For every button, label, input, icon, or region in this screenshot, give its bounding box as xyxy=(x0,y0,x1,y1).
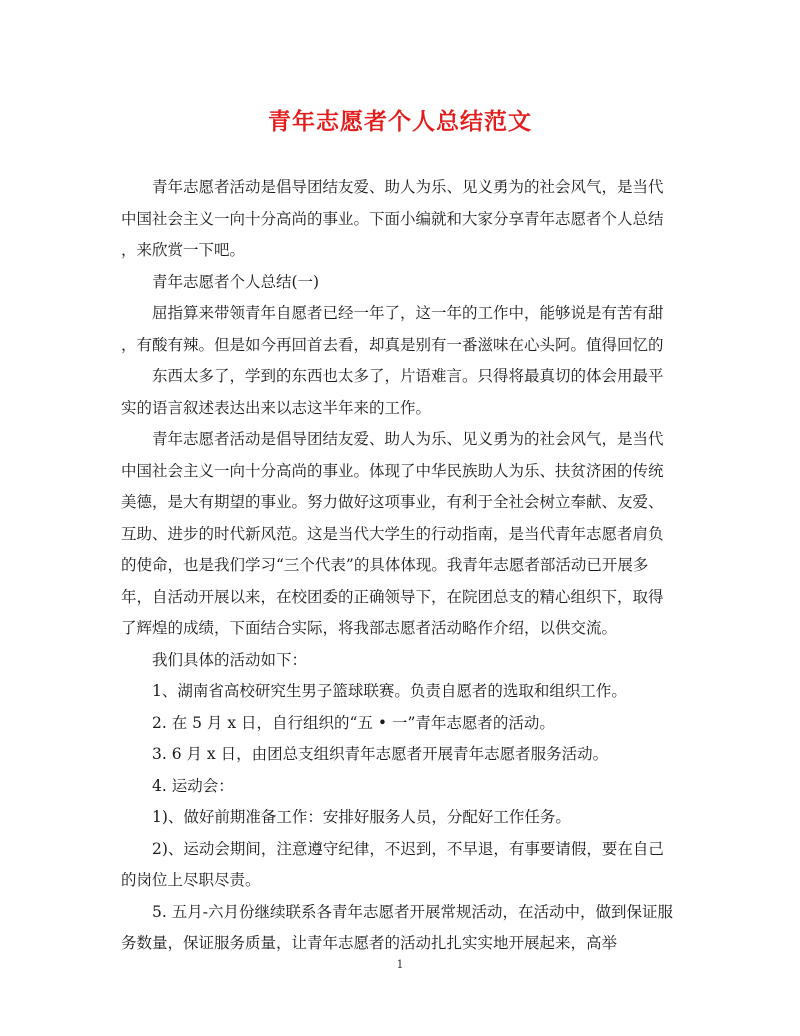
page-number: 1 xyxy=(396,958,404,971)
paragraph-line: 1)、做好前期准备工作：安排好服务人员，分配好工作任务。 xyxy=(152,808,571,826)
paragraph-line: 青年志愿者个人总结(一) xyxy=(152,272,320,291)
paragraph-line: 4. 运动会： xyxy=(152,776,234,795)
paragraph-line: 中国社会主义一向十分高尚的事业。体现了中华民族助人为乐、扶贫济困的传统 xyxy=(121,461,664,480)
paragraph-line: 了辉煌的成绩，下面结合实际，将我部志愿者活动略作介绍，以供交流。 xyxy=(121,619,618,637)
paragraph-line: 中国社会主义一向十分高尚的事业。下面小编就和大家分享青年志愿者个人总结 xyxy=(121,209,664,228)
paragraph-line: 屈指算来带领青年自愿者已经一年了，这一年的工作中，能够说是有苦有甜 xyxy=(152,304,664,322)
paragraph-line: ，有酸有辣。但是如今再回首去看，却真是别有一番滋味在心头阿。值得回忆的 xyxy=(121,335,664,354)
document-title: 青年志愿者个人总结范文 xyxy=(268,108,532,135)
paragraph-line: ，来欣赏一下吧。 xyxy=(121,241,246,259)
paragraph-line: 青年志愿者活动是倡导团结友爱、助人为乐、见义勇为的社会风气，是当代 xyxy=(152,430,664,448)
paragraph-line: 的岗位上尽职尽责。 xyxy=(121,871,261,889)
paragraph-line: 我们具体的活动如下： xyxy=(152,650,308,669)
paragraph-line: 美德，是大有期望的事业。努力做好这项事业，有利于全社会树立奉献、友爱、 xyxy=(121,493,664,511)
paragraph-line: 5. 五月-六月份继续联系各青年志愿者开展常规活动，在活动中，做到保证服 xyxy=(152,902,673,921)
paragraph-line: 互助、进步的时代新风范。这是当代大学生的行动指南，是当代青年志愿者肩负 xyxy=(121,524,664,543)
paragraph-line: 东西太多了，学到的东西也太多了，片语难言。只得将最真切的体会用最平 xyxy=(152,367,664,385)
paragraph-line: 2. 在 5 月 x 日，自行组织的“五 • 一”青年志愿者的活动。 xyxy=(152,713,555,732)
paragraph-line: 务数量，保证服务质量，让青年志愿者的活动扎扎实实地开展起来，高举 xyxy=(121,934,618,952)
paragraph-line: 2)、运动会期间，注意遵守纪律，不迟到，不早退，有事要请假，要在自己 xyxy=(152,839,664,858)
document-body xyxy=(121,172,681,960)
paragraph-line: 年，自活动开展以来，在校团委的正确领导下，在院团总支的精心组织下，取得 xyxy=(121,587,664,606)
paragraph-line: 1、湖南省高校研究生男子篮球联赛。负责自愿者的选取和组织工作。 xyxy=(152,682,627,700)
paragraph-line: 的使命，也是我们学习“三个代表”的具体体现。我青年志愿者部活动已开展多 xyxy=(121,556,649,574)
paragraph-line: 青年志愿者活动是倡导团结友爱、助人为乐、见义勇为的社会风气，是当代 xyxy=(152,178,664,196)
paragraph-line: 实的语言叙述表达出来以志这半年来的工作。 xyxy=(121,398,432,417)
paragraph-line: 3. 6 月 x 日，由团总支组织青年志愿者开展青年志愿者服务活动。 xyxy=(152,745,609,763)
